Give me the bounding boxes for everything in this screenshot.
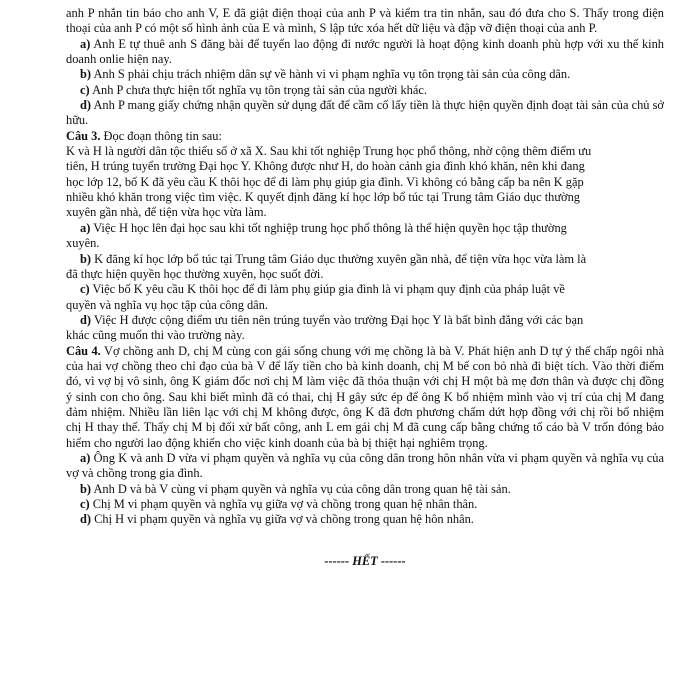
option-text: Việc H học lên đại học sau khi tốt nghiệp trung học phổ thông là thể hiện quyền học tập thường xuyên. [66,220,567,251]
option-label: c) [80,282,90,297]
option-text: Anh P mang giấy chứng nhận quyền sử dụng đất để cầm cố lấy tiền là thực hiện quyền định đoạt tài sản của chủ sở hữu. [66,98,664,128]
option-text: Chị H vi phạm quyền và nghĩa vụ giữa vợ và chồng trong quan hệ hôn nhân. [94,512,474,527]
q2-option-d [66,98,664,129]
option-text: Chị M vi phạm quyền và nghĩa vụ giữa vợ và chồng trong quan hệ nhân thân. [92,497,478,511]
option-label: a) [80,450,91,465]
q2-option-b [66,67,664,82]
option-label: b) [80,251,92,266]
option-label: b) [80,67,92,82]
q3-option-a [66,221,664,252]
option-label: d) [80,512,92,527]
question-2-passage-end: anh P nhắn tin báo cho anh V, E đã giật điện thoại của anh P và kiểm tra tin nhắn, sau đó đưa cho S. Thấy trong điện thoại của anh P có một số hình ảnh của E và mình, S lập tức xóa hết dữ liệu và đập vỡ điện thoại của anh P. [66,6,664,36]
q4-option-d [66,512,664,527]
option-text: Anh E tự thuê anh S đăng bài để tuyển lao động đi nước người là hoạt động kinh doanh phù hợp với xu thế kinh doanh onlie hiện nay. [66,36,664,67]
q3-option-d [66,313,664,344]
option-label: d) [80,312,92,327]
option-label: a) [80,220,91,235]
q3-passage: K và H là người dân tộc thiểu số ở xã X. Sau khi tốt nghiệp Trung học phổ thông, nhờ cộng thêm điểm ưu tiên, H trúng tuyển trường Đại học Y. Không được như H, do hoàn cảnh gia đình khó khăn, nên khi đang học lớp 12, bố K đã yêu cầu K thôi học để đi làm phụ giúp gia đình. Vì không có bằng cấp ba nên K gặp nhiều khó khăn trong việc tìm việc. K quyết định đăng kí học lớp bổ túc tại Trung tâm Giáo dục thường xuyên gần nhà, để tiện vừa học vừa làm. [66,144,592,220]
q4-option-b [66,482,664,497]
option-label: d) [80,98,92,113]
q3-option-b [66,252,664,283]
question-number: Câu 3. [66,128,101,143]
option-label: a) [80,36,91,51]
option-label: c) [80,497,90,511]
q2-option-c [66,83,664,98]
option-text: Anh D và bà V cùng vi phạm quyền và nghĩa vụ của công dân trong quan hệ tài sản. [93,481,511,496]
option-text: Việc bố K yêu cầu K thôi học để đi làm phụ giúp gia đình là vi phạm quy định của pháp luật về quyền và nghĩa vụ học tập của công dân. [66,282,565,312]
end-marker: ------ HẾT ------ [324,553,406,568]
q3-heading [66,129,664,144]
q3-option-c [66,282,664,313]
option-text: K đăng kí học lớp bổ túc tại Trung tâm Giáo dục thường xuyên gần nhà, để tiện vừa học vừa làm là đã thực hiện quyền học thường xuyên, học suốt đời. [66,251,587,281]
q2-option-a [66,37,664,68]
option-text: Anh P chưa thực hiện tốt nghĩa vụ tôn trọng tài sản của người khác. [92,82,427,97]
question-number: Câu 4. [66,343,101,358]
q4-option-a [66,451,664,482]
option-label: b) [80,481,92,496]
option-text: Ông K và anh D vừa vi phạm quyền và nghĩa vụ của công dân trong hôn nhân vừa vi phạm quyền và nghĩa vụ của vợ và chồng trong gia đình. [66,450,664,481]
option-text: Anh S phải chịu trách nhiệm dân sự về hành vi vi phạm nghĩa vụ tôn trọng tài sản của công dân. [93,67,571,82]
question-lead: Đọc đoạn thông tin sau: [103,128,222,143]
question-text: Vợ chồng anh D, chị M cùng con gái sống chung với mẹ chồng là bà V. Phát hiện anh D tự ý thế chấp ngôi nhà của hai vợ chồng theo chỉ đạo của bà V để lấy tiền cho bà kinh doanh, chị M bế con bỏ nhà đi biệt tích. Vào thời điểm đó, vì vợ bị vô sinh, ông K giám đốc nơi chị M làm việc đã thỏa thuận với chị H một bà mẹ đơn thân và được chị đồng ý sinh con cho ông. Sau khi biết mình đã có thai, chị H gây sức ép để ông K bổ nhiệm mình vào vị trí của chị M đang đảm nhiệm. Nhiều lần liên lạc với chị M không được, ông K đã đơn phương chấm dứt hợp đồng với chị rồi bổ nhiệm chị H thay thế. Thấy chị M bị đối xử bất công, anh L em gái chị M đã cung cấp bằng chứng tố cáo bà V trốn đóng bảo hiểm cho người lao động khiến cho việc kinh doanh của bà bị thiệt hại nghiêm trọng. [66,343,664,450]
option-text: Việc H được cộng điểm ưu tiên nên trúng tuyển vào trường Đại học Y là bất bình đẳng với các bạn khác cũng muốn thi vào trường này. [66,312,584,343]
q4-passage [66,344,664,451]
option-label: c) [80,82,90,97]
q4-option-c [66,497,664,512]
